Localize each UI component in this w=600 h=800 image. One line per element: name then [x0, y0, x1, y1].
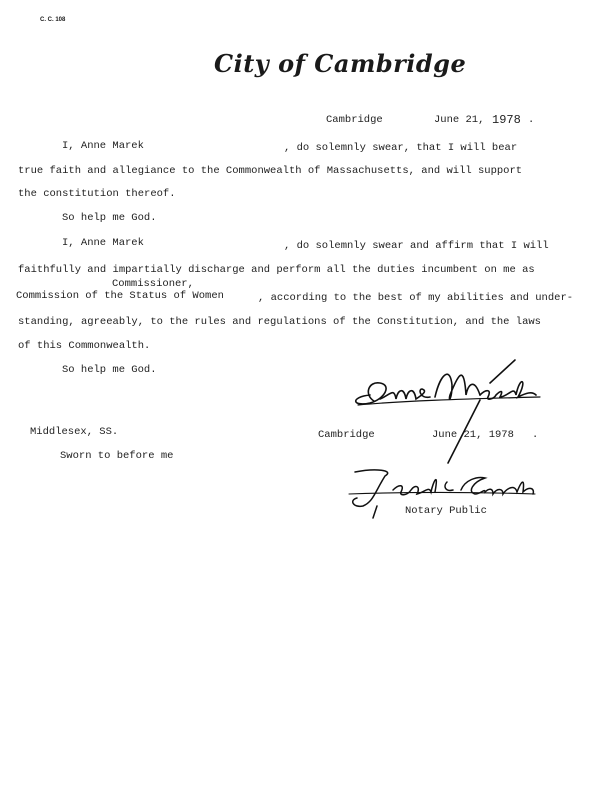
oath2-line3: , according to the best of my abilities and under-	[258, 292, 574, 304]
oath2-name-line: I, Anne Marek	[62, 237, 144, 249]
oath2-closing: So help me God.	[62, 364, 157, 376]
oath2-office-line2: Commission of the Status of Women	[16, 290, 224, 302]
oath1-city: Cambridge	[326, 114, 383, 126]
jurat-date: June 21, 1978	[432, 429, 514, 441]
notary-label: Notary Public	[405, 505, 487, 517]
oath1-line3: the constitution thereof.	[18, 188, 176, 200]
oath2-line2: faithfully and impartially discharge and perform all the duties incumbent on me as	[18, 264, 535, 276]
oath1-name-line: I, Anne Marek	[62, 140, 144, 152]
oath1-line2: true faith and allegiance to the Commonwealth of Massachusetts, and will support	[18, 165, 523, 177]
form-code: C. C. 108	[40, 17, 66, 23]
oath1-closing: So help me God.	[62, 212, 157, 224]
page-title: City of Cambridge	[214, 49, 467, 78]
affiant-signature	[340, 355, 560, 475]
oath2-line4: standing, agreeably, to the rules and regulations of the Constitution, and the laws	[18, 316, 541, 328]
oath2-office-line1: Commissioner,	[112, 278, 194, 290]
oath1-period: .	[528, 114, 535, 126]
jurat-city: Cambridge	[318, 429, 375, 441]
jurat-county: Middlesex, SS.	[30, 426, 119, 438]
oath1-date: June 21,	[434, 114, 485, 126]
jurat-sworn: Sworn to before me	[60, 450, 174, 462]
jurat-period: .	[532, 429, 539, 441]
oath2-line5: of this Commonwealth.	[18, 340, 151, 352]
oath1-line1: , do solemnly swear, that I will bear	[284, 142, 518, 154]
oath2-line1: , do solemnly swear and affirm that I will	[284, 240, 549, 252]
oath1-year: 1978	[492, 113, 521, 127]
